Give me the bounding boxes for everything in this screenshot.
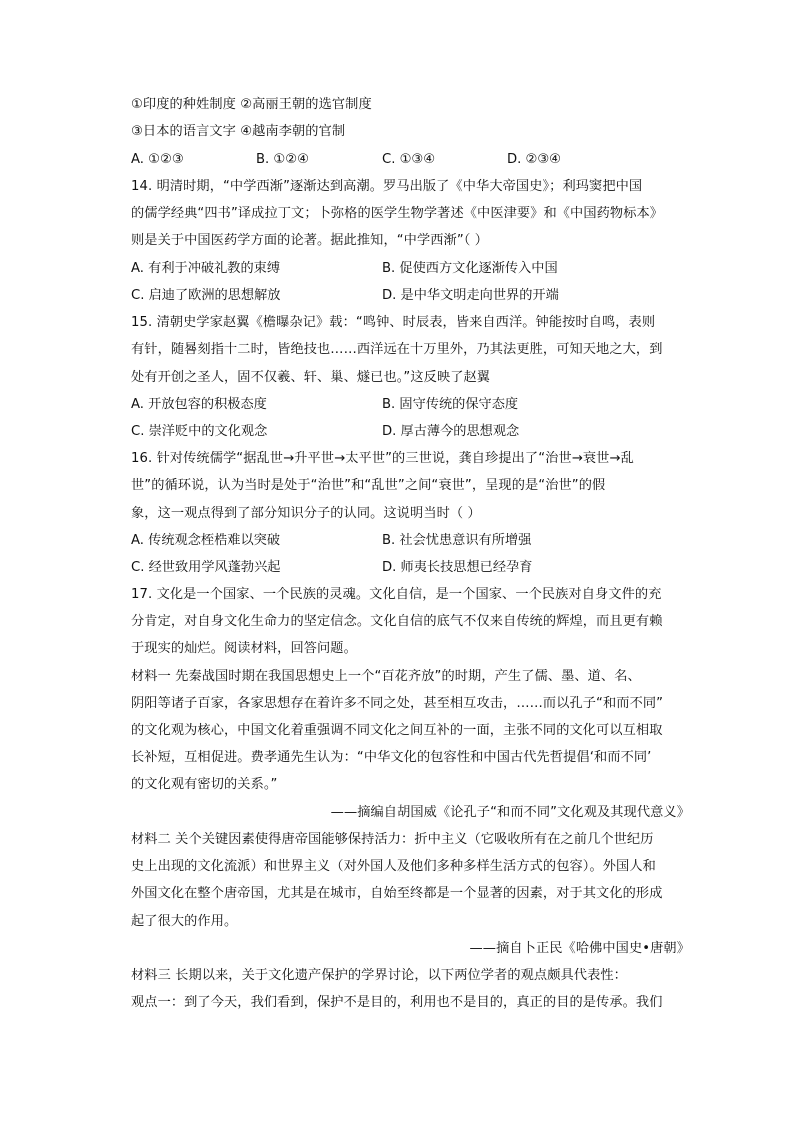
q16-option-c[interactable]: C. 经世致用学风蓬勃兴起 (131, 560, 281, 575)
material-2-line-4: 起了很大的作用。 (131, 914, 238, 929)
material-1-line-1: 材料一 先秦战国时期在我国思想史上一个“百花齐放”的时期，产生了儒、墨、道、名、 (131, 669, 641, 684)
q16-option-d[interactable]: D. 师夷长技思想已经孕育 (382, 560, 533, 575)
q14-option-a[interactable]: A. 有利于冲破礼教的束缚 (131, 261, 281, 276)
material-2-source: ——摘自卜正民《哈佛中国史•唐朝》 (469, 941, 690, 956)
q15-stem-line-2: 有针，随晷刻指十二时，皆绝技也……西洋远在十万里外，乃其法更胜，可知天地之大，到 (131, 342, 663, 357)
q13-option-b[interactable]: B. ①②④ (256, 152, 309, 167)
q16-option-a[interactable]: A. 传统观念桎梏难以突破 (131, 533, 281, 548)
q15-option-b[interactable]: B. 固守传统的保守态度 (382, 397, 519, 412)
q14-stem-line-2: 的儒学经典“四书”译成拉丁文；卜弥格的医学生物学著述《中医津要》和《中国药物标本》 (131, 206, 664, 221)
q16-stem-line-1: 16. 针对传统儒学“据乱世→升平世→太平世”的三世说，龚自珍提出了“治世→衰世→乱 (131, 451, 634, 466)
material-1-line-3: 的文化观为核心，中国文化着重强调不同文化之间互补的一面，主张不同的文化可以互相取 (131, 723, 663, 738)
q16-stem-line-2: 世”的循环说，认为当时是处于“治世”和“乱世”之间“衰世”，呈现的是“治世”的假 (131, 478, 606, 493)
q15-option-c[interactable]: C. 崇洋贬中的文化观念 (131, 424, 268, 439)
material-1-line-5: 的文化观有密切的关系。” (131, 777, 278, 792)
q15-stem-line-1: 15. 清朝史学家赵翼《檐曝杂记》载：“鸣钟、时辰表，皆来自西洋。钟能按时自鸣，表则 (131, 315, 656, 330)
q14-option-c[interactable]: C. 启迪了欧洲的思想解放 (131, 288, 281, 303)
q17-stem-line-2: 分肯定，对自身文化生命力的坚定信念。文化自信的底气不仅来自传统的辉煌，而且更有赖 (131, 614, 663, 629)
q13-choice-line-2: ③日本的语言文字 ④越南李朝的官制 (131, 124, 346, 139)
q17-stem-line-3: 于现实的灿烂。阅读材料，回答问题。 (131, 641, 357, 656)
q14-stem-line-3: 则是关于中国医药学方面的论著。据此推知，“中学西渐”（ ） (131, 233, 489, 248)
q14-option-d[interactable]: D. 是中华文明走向世界的开端 (382, 288, 559, 303)
material-3-line-1: 材料三 长期以来，关于文化遗产保护的学界讨论，以下两位学者的观点颇具代表性： (131, 968, 627, 983)
q13-option-d[interactable]: D. ②③④ (507, 152, 562, 167)
q14-option-b[interactable]: B. 促使西方文化逐渐传入中国 (382, 261, 558, 276)
q17-stem-line-1: 17. 文化是一个国家、一个民族的灵魂。文化自信，是一个国家、一个民族对自身文件的充 (131, 587, 662, 602)
q15-stem-line-3: 处有开创之圣人，固不仅羲、轩、巢、燧已也。”这反映了赵翼 (131, 370, 491, 385)
q15-option-d[interactable]: D. 厚古薄今的思想观念 (382, 424, 520, 439)
q13-option-a[interactable]: A. ①②③ (131, 152, 184, 167)
material-1-line-2: 阴阳等诸子百家，各家思想存在着许多不同之处，甚至相互攻击，……而以孔子“和而不同” (131, 696, 664, 711)
q14-stem-line-1: 14. 明清时期，“中学西渐”逐渐达到高潮。罗马出版了《中华大帝国史》；利玛窦把中国 (131, 179, 643, 194)
q13-option-c[interactable]: C. ①③④ (382, 152, 436, 167)
q16-stem-line-3: 象，这一观点得到了部分知识分子的认同。这说明当时（ ） (131, 506, 481, 521)
q16-option-b[interactable]: B. 社会忧患意识有所增强 (382, 533, 532, 548)
q15-option-a[interactable]: A. 开放包容的积极态度 (131, 397, 267, 412)
q13-choice-line-1: ①印度的种姓制度 ②高丽王朝的选官制度 (131, 97, 372, 112)
material-2-line-1: 材料二 关个关键因素使得唐帝国能够保持活力：折中主义（它吸收所有在之前几个世纪历 (131, 832, 654, 847)
material-2-line-3: 外国文化在整个唐帝国，尤其是在城市，自始至终都是一个显著的因素，对于其文化的形成 (131, 886, 663, 901)
material-1-line-4: 长补短，互相促进。费孝通先生认为：“中华文化的包容性和中国古代先哲提倡‘和而不同’ (131, 750, 652, 765)
material-2-line-2: 史上出现的文化流派）和世界主义（对外国人及他们多种多样生活方式的包容）。外国人和 (131, 859, 656, 874)
material-3-line-2: 观点一：到了今天，我们看到，保护不是目的，利用也不是目的，真正的目的是传承。我们 (131, 995, 663, 1010)
material-1-source: ——摘编自胡国威《论孔子“和而不同”文化观及其现代意义》 (330, 805, 690, 820)
